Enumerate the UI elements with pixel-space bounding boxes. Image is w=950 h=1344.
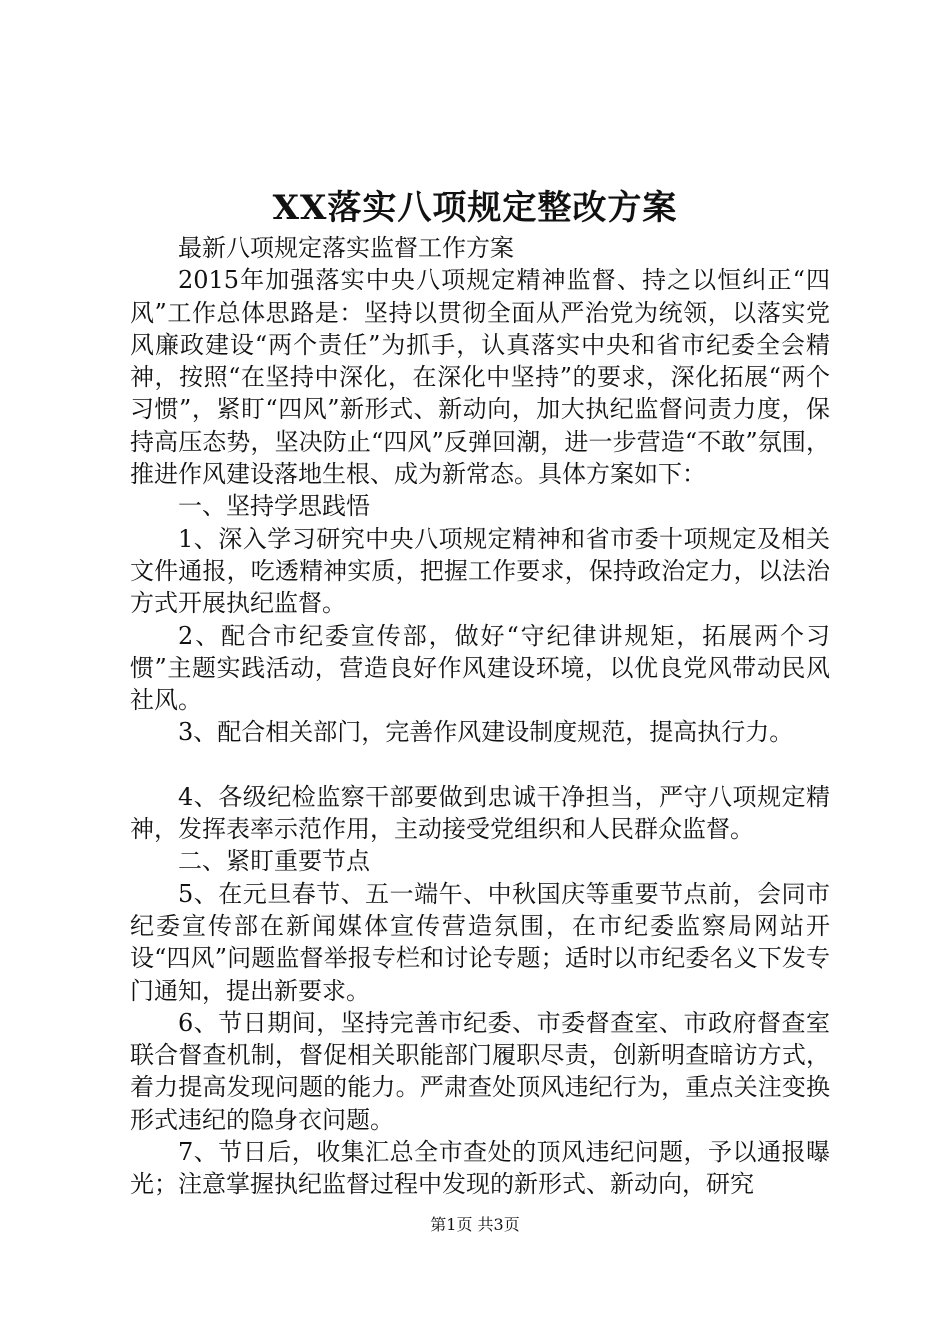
paragraph-item-1: 1、深入学习研究中央八项规定精神和省市委十项规定及相关文件通报，吃透精神实质，把握工作要求，保持政治定力，以法治方式开展执纪监督。 [130,524,830,618]
paragraph-item-3: 3、配合相关部门，完善作风建设制度规范，提高执行力。 [178,718,794,747]
paragraph-intro: 2015年加强落实中央八项规定精神监督、持之以恒纠正“四风”工作总体思路是：坚持以贯彻全面从严治党为统领，以落实党风廉政建设“两个责任”为抓手，认真落实中央和省市纪委全会精神，按照“在坚持中深化，在深化中坚持”的要求，深化拓展“两个习惯”，紧盯“四风”新形式、新动向，加大执纪监督问责力度，保持高压态势，坚决防止“四风”反弹回潮，进一步营造“不敢”氛围，推进作风建设落地生根、成为新常态。具体方案如下： [130,266,830,489]
paragraph-subtitle: 最新八项规定落实监督工作方案 [178,234,514,262]
paragraph-item-2: 2、配合市纪委宣传部，做好“守纪律讲规矩，拓展两个习惯”主题实践活动，营造良好作风建设环境，以优良党风带动民风社风。 [130,621,830,715]
paragraph-item-6: 6、节日期间，坚持完善市纪委、市委督查室、市政府督查室联合督查机制，督促相关职能部门履职尽责，创新明查暗访方式，着力提高发现问题的能力。严肃查处顶风违纪行为，重点关注变换形式违纪的隐身衣问题。 [130,1008,830,1134]
section-heading-2: 二、紧盯重要节点 [178,847,370,876]
document-title: XX落实八项规定整改方案 [272,188,678,228]
paragraph-item-5: 5、在元旦春节、五一端午、中秋国庆等重要节点前，会同市纪委宣传部在新闻媒体宣传营造氛围，在市纪委监察局网站开设“四风”问题监督举报专栏和讨论专题；适时以市纪委名义下发专门通知，提出新要求。 [130,879,830,1005]
page-number-footer: 第1页 共3页 [430,1215,520,1234]
document-body [130,232,830,1201]
paragraph-item-4: 4、各级纪检监察干部要做到忠诚干净担当，严守八项规定精神，发挥表率示范作用，主动接受党组织和人民群众监督。 [130,782,830,844]
paragraph-item-7: 7、节日后，收集汇总全市查处的顶风违纪问题，予以通报曝光；注意掌握执纪监督过程中发现的新形式、新动向，研究 [130,1138,830,1199]
section-heading-1: 一、坚持学思践悟 [178,492,370,521]
